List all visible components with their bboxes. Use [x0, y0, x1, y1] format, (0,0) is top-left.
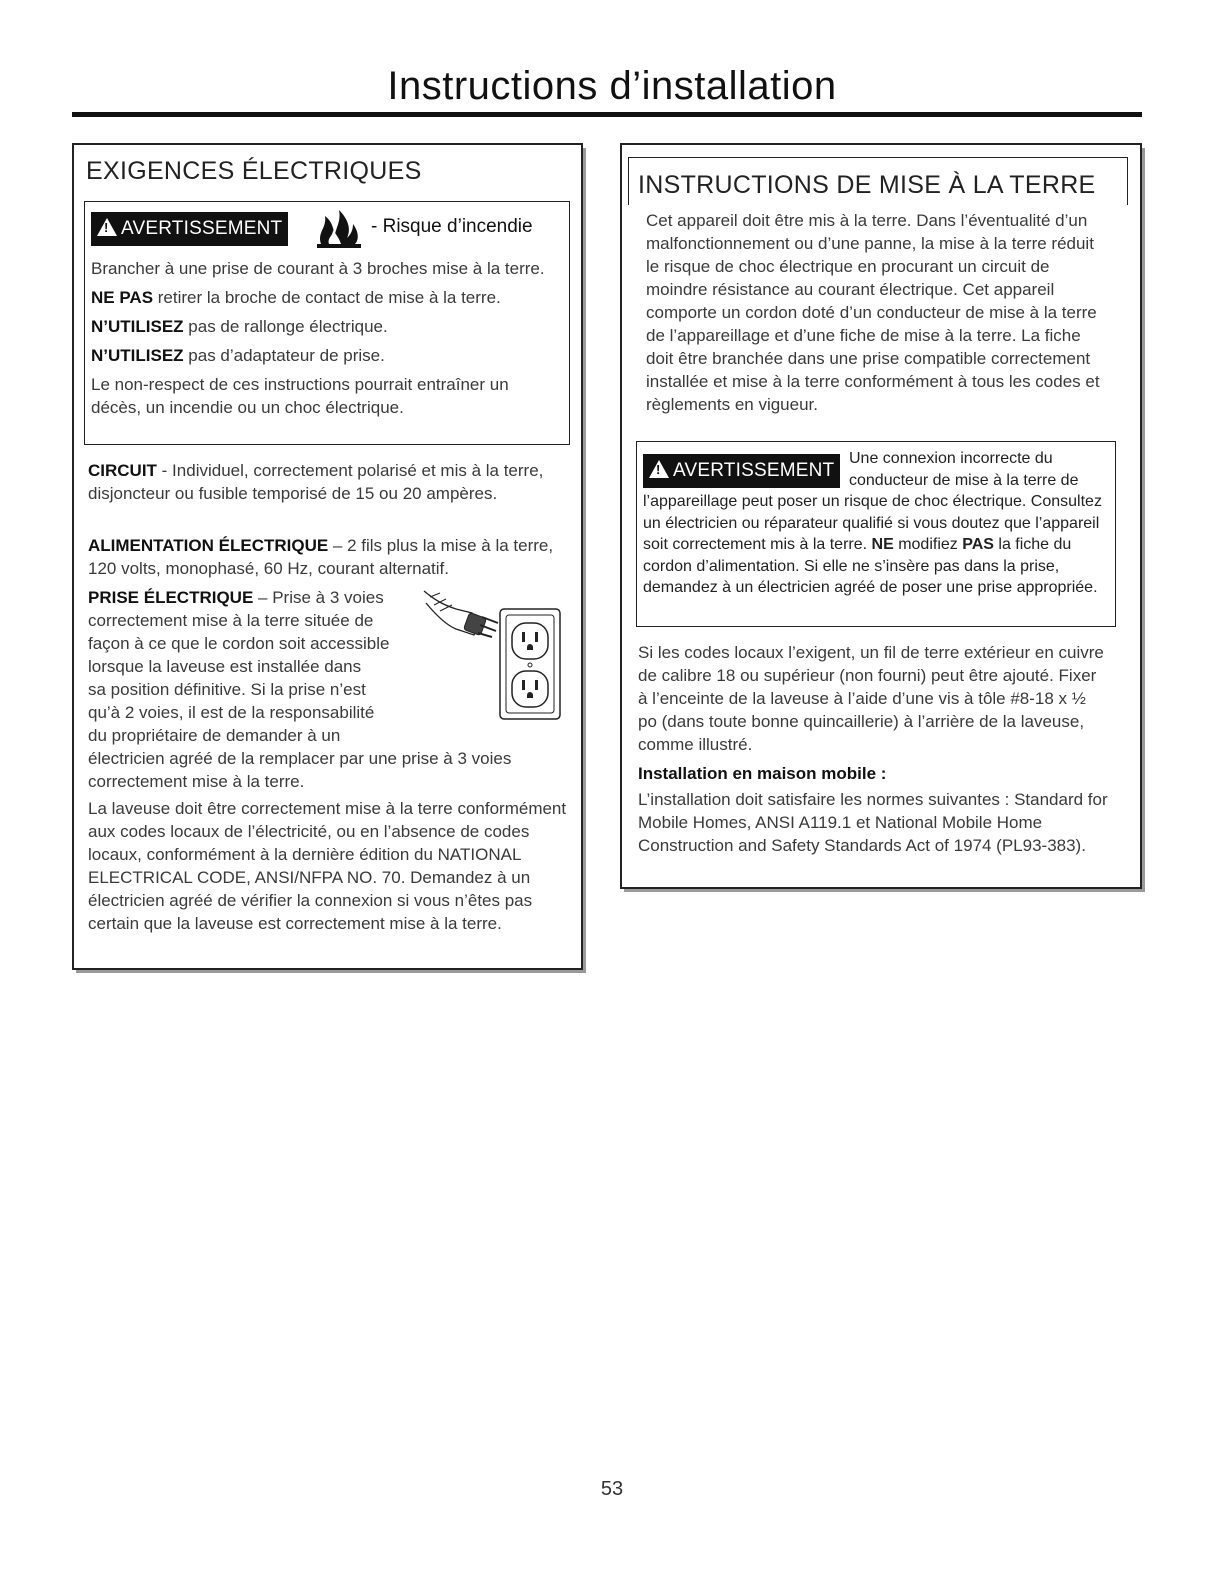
outlet-plug-icon [422, 587, 564, 723]
section-title-grounding: INSTRUCTIONS DE MISE À LA TERRE [638, 171, 1096, 199]
warning-line-3: N’UTILISEZ pas de rallonge électrique. [91, 317, 388, 336]
power-supply-paragraph: ALIMENTATION ÉLECTRIQUE – 2 fils plus la mise à la terre, 120 volts, monophasé, 60 Hz, courant alternatif. [88, 536, 554, 578]
warning-triangle-icon-right [649, 460, 669, 478]
mobile-home-paragraph: L’installation doit satisfaire les normes suivantes : Standard for Mobile Homes, ANSI A119.1 et National Mobile Home Construction and Safety Standards Act of 1974 (PL93-383). [638, 790, 1108, 855]
outlet-paragraph: PRISE ÉLECTRIQUE – Prise à 3 voies correctement mise à la terre située de façon à ce que le cordon soit accessible lorsque la laveuse est installée dans sa position définitive. Si la prise n’est qu’à 2 voies, il est de la responsabilité du propriétaire de demander à un électricien agréé de la remplacer par une prise à 3 voies correctement mise à la terre. [88, 588, 512, 791]
grounding-instructions-panel [620, 143, 1142, 889]
page-number: 53 [600, 1478, 624, 1500]
hazard-label: - Risque d’incendie [371, 216, 533, 237]
warning-badge-right: !AVERTISSEMENT [643, 454, 840, 488]
electrical-requirements-panel [72, 143, 583, 970]
grounding-paragraph: La laveuse doit être correctement mise à la terre conformément aux codes locaux de l’électricité, ou en l’absence de codes locaux, conformément à la dernière édition du NATIONAL ELECTRICAL CODE, ANSI/NFPA NO. 70. Demandez à un électricien agréé de vérifier la connexion si vous n’êtes pas certain que la laveuse est correctement mise à la terre. [88, 799, 567, 933]
grounding-intro: Cet appareil doit être mis à la terre. Dans l’éventualité d’un malfonctionnement ou d’une panne, la mise à la terre réduit le risque de choc électrique en procurant un circuit de moindre résistance au courant électrique. Cet appareil comporte un cordon doté d’un conducteur de mise à la terre de l’appareillage et d’une fiche de mise à la terre. La fiche doit être branchée dans une prise compatible correctement installée et mise à la terre conformément à tous les codes et règlements en vigueur. [646, 211, 1100, 414]
warning-lines [91, 257, 561, 419]
circuit-paragraph: CIRCUIT - Individuel, correctement polarisé et mis à la terre, disjoncteur ou fusible temporisé de 15 ou 20 ampères. [88, 461, 544, 503]
mobile-home-title: Installation en maison mobile : [638, 764, 887, 783]
page-title: Instructions d’installation [387, 64, 837, 108]
local-codes-paragraph: Si les codes locaux l’exigent, un fil de terre extérieur en cuivre de calibre 18 ou supérieur (non fourni) peut être ajouté. Fixer à l’enceinte de la laveuse à l’aide d’une vis à tôle #8-18 x ½ po (dans toute bonne quincaillerie) à l’arrière de la laveuse, comme illustré. [638, 643, 1104, 754]
warning-triangle-icon [97, 218, 117, 236]
fire-warning-box [84, 201, 570, 445]
warning-line-2: NE PAS retirer la broche de contact de mise à la terre. [91, 288, 501, 307]
warning-badge: !AVERTISSEMENT [91, 212, 288, 246]
section-title-electrical: EXIGENCES ÉLECTRIQUES [86, 157, 422, 185]
warning-line-4: N’UTILISEZ pas d’adaptateur de prise. [91, 346, 385, 365]
title-divider [72, 112, 1142, 117]
fire-icon [311, 208, 367, 250]
shock-warning-box [636, 441, 1116, 627]
warning-line-1: Brancher à une prise de courant à 3 broches mise à la terre. [91, 259, 545, 278]
warning-lead: Une connexion incorrecte du conducteur de mise à la terre de [849, 450, 1079, 489]
warning-line-5: Le non-respect de ces instructions pourrait entraîner un décès, un incendie ou un choc électrique. [91, 375, 509, 417]
warning-body: l’appareillage peut poser un risque de choc électrique. Consultez un électricien ou réparateur qualifié si vous doutez que l’appareil soit correctement mis à la terre. NE modifiez PAS la fiche du cordon d’alimentation. Si elle ne s’insère pas dans la prise, demandez à un électricien agréé de poser une prise appropriée. [643, 493, 1102, 596]
